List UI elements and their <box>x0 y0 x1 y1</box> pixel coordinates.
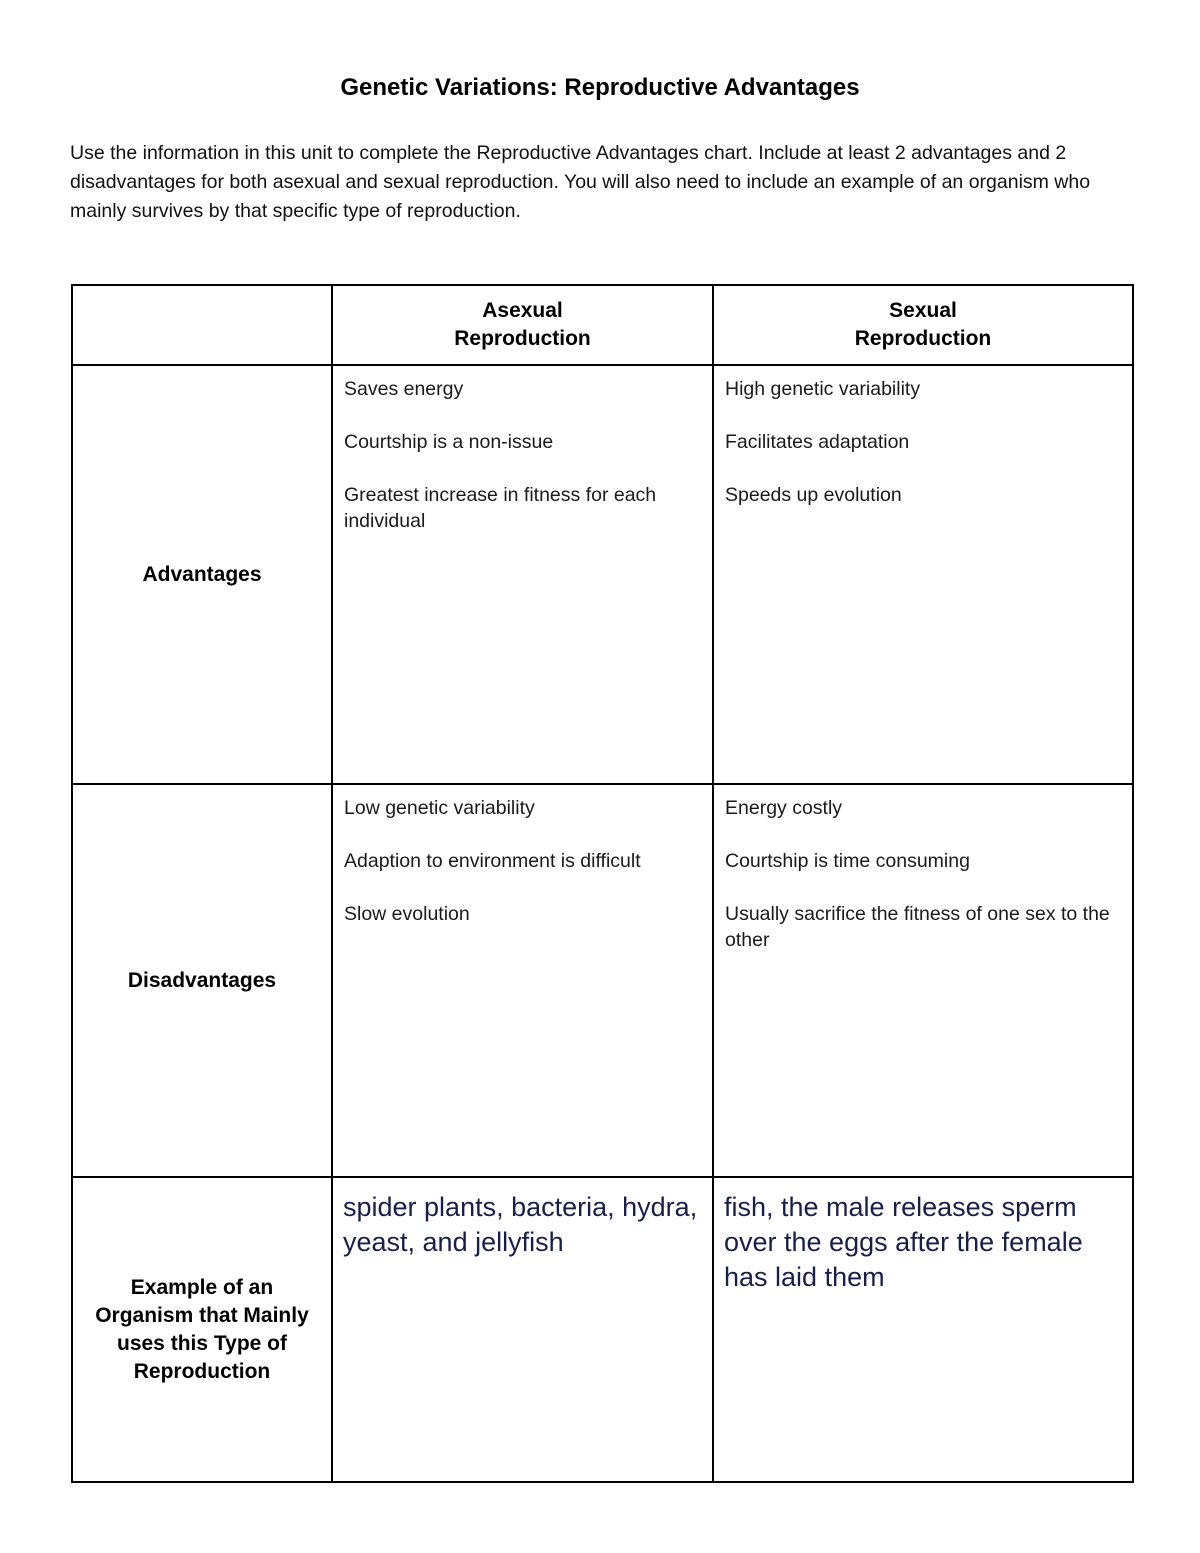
table-row-example <box>72 1177 1133 1482</box>
sexual-example-cell[interactable] <box>713 1177 1133 1482</box>
table-header-row <box>72 285 1133 365</box>
corner-cell <box>72 285 332 365</box>
asexual-header-line2: Reproduction <box>454 327 591 350</box>
sexual-header-line2: Reproduction <box>854 327 992 350</box>
list-item: Courtship is time consuming <box>725 850 970 872</box>
list-item: Low genetic variability <box>344 797 535 819</box>
list-item: Usually sacrifice the fitness of one sex to the other <box>725 903 1110 951</box>
asexual-example-cell[interactable] <box>332 1177 713 1482</box>
list-item: Courtship is a non-issue <box>344 431 554 453</box>
advantages-row-label: Advantages <box>72 365 332 784</box>
list-item: Adaption to environment is difficult <box>344 850 641 872</box>
list-item: Greatest increase in fitness for each individual <box>344 484 657 532</box>
table-row-advantages <box>72 365 1133 784</box>
list-item: Saves energy <box>344 378 464 400</box>
asexual-example-text: spider plants, bacteria, hydra, yeast, and jellyfish <box>343 1192 698 1257</box>
page-title: Genetic Variations: Reproductive Advantages <box>340 74 860 101</box>
disadvantages-row-label: Disadvantages <box>72 784 332 1177</box>
sexual-example-text: fish, the male releases sperm over the eggs after the female has laid them <box>724 1192 1083 1292</box>
list-item: Facilitates adaptation <box>725 431 910 453</box>
instructions-paragraph: Use the information in this unit to complete the Reproductive Advantages chart. Include at least 2 advantages and 2 disadvantages for both asexual and sexual reproduction. You will also need to include an example of an organism who mainly survives by that specific type of reproduction. <box>70 142 1091 222</box>
asexual-column-header <box>332 285 713 365</box>
list-item: Speeds up evolution <box>725 484 902 506</box>
sexual-advantages-cell[interactable] <box>713 365 1133 784</box>
sexual-disadvantages-cell[interactable] <box>713 784 1133 1177</box>
asexual-advantages-cell[interactable] <box>332 365 713 784</box>
asexual-disadvantages-cell[interactable] <box>332 784 713 1177</box>
sexual-column-header <box>713 285 1133 365</box>
sexual-header-line1: Sexual <box>889 299 957 322</box>
list-item: Energy costly <box>725 797 843 819</box>
list-item: Slow evolution <box>344 903 470 925</box>
asexual-header-line1: Asexual <box>482 299 563 322</box>
reproductive-advantages-chart <box>71 284 1134 1483</box>
list-item: High genetic variability <box>725 378 921 400</box>
example-row-label: Example of an Organism that Mainly uses this Type of Reproduction <box>72 1177 332 1482</box>
table-row-disadvantages <box>72 784 1133 1177</box>
